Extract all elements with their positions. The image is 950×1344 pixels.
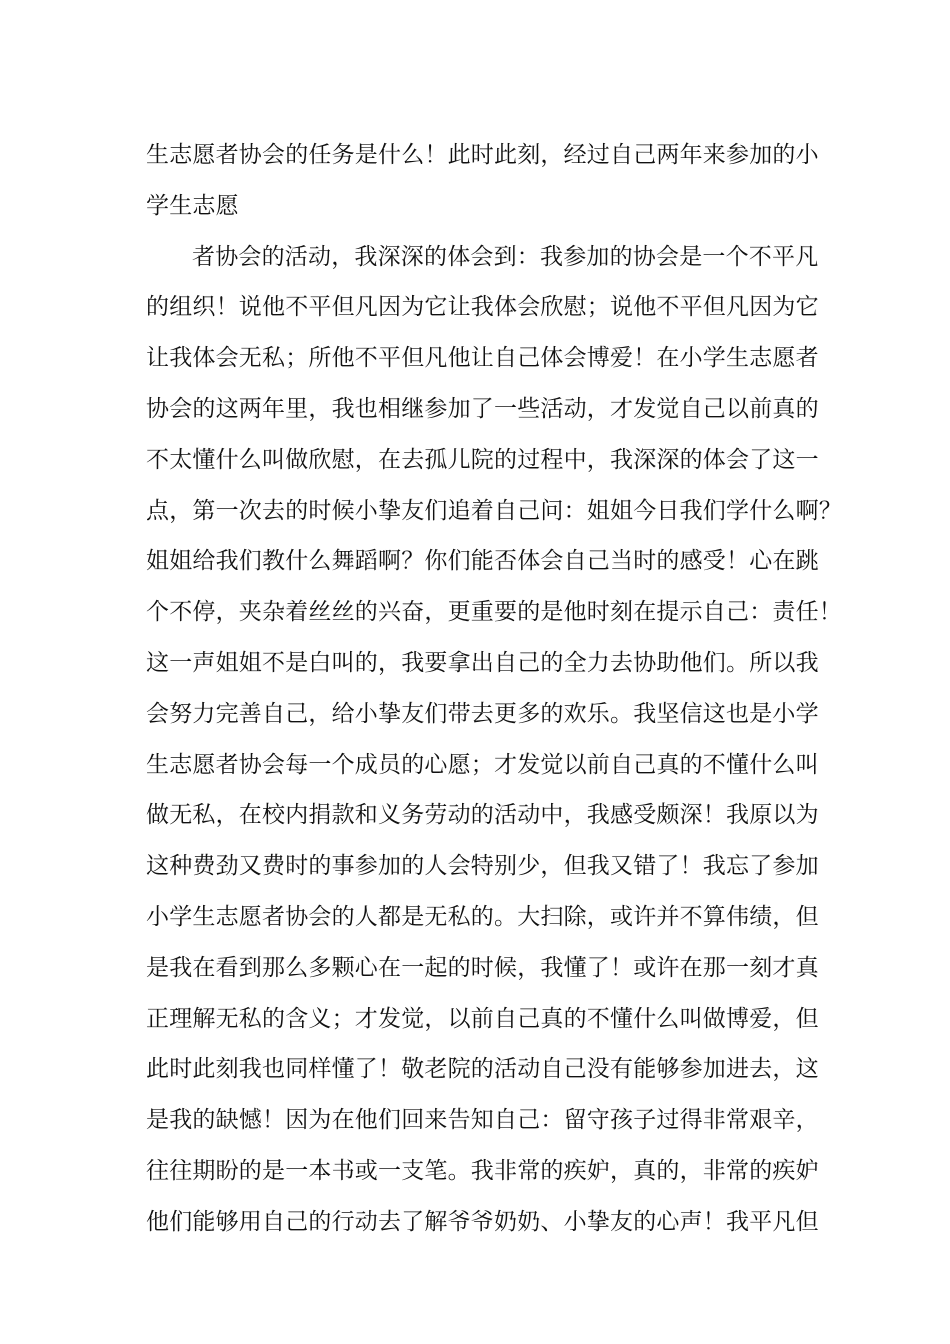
text-line: 是我在看到那么多颗心在一起的时候，我懂了！或许在那一刻才真 [146,954,819,981]
text-line: 生志愿者协会的任务是什么！此时此刻，经过自己两年来参加的小 [146,142,819,168]
text-line: 会努力完善自己，给小挚友们带去更多的欢乐。我坚信这也是小学 [146,700,819,727]
text-line: 学生志愿 [146,192,239,219]
text-line: 正理解无私的含义；才发觉，以前自己真的不懂什么叫做博爱，但 [146,1005,819,1032]
text-line: 这种费劲又费时的事参加的人会特别少，但我又错了！我忘了参加 [146,853,819,880]
text-line: 小学生志愿者协会的人都是无私的。大扫除，或许并不算伟绩，但 [146,903,819,930]
text-line: 做无私，在校内捐款和义务劳动的活动中，我感受颇深！我原以为 [146,802,819,829]
text-line: 个不停，夹杂着丝丝的兴奋，更重要的是他时刻在提示自己：责任！ [146,599,842,626]
text-line: 不太懂什么叫做欣慰，在去孤儿院的过程中，我深深的体会了这一 [146,446,819,473]
paragraph-first-line: 者协会的活动，我深深的体会到：我参加的协会是一个不平凡 [192,243,819,270]
text-line: 姐姐给我们教什么舞蹈啊？你们能否体会自己当时的感受！心在跳 [146,548,819,575]
text-line: 点，第一次去的时候小挚友们追着自己问：姐姐今日我们学什么啊？ [146,497,842,524]
text-line: 协会的这两年里，我也相继参加了一些活动，才发觉自己以前真的 [146,395,819,422]
text-line: 此时此刻我也同样懂了！敬老院的活动自己没有能够参加进去，这 [146,1056,819,1083]
text-line: 往往期盼的是一本书或一支笔。我非常的疾妒，真的，非常的疾妒 [146,1157,819,1184]
text-line: 他们能够用自己的行动去了解爷爷奶奶、小挚友的心声！我平凡但 [146,1208,819,1235]
body-text [146,130,842,1248]
text-line: 生志愿者协会每一个成员的心愿；才发觉以前自己真的不懂什么叫 [146,751,819,778]
text-line: 是我的缺憾！因为在他们回来告知自己：留守孩子过得非常艰辛， [146,1107,819,1134]
text-line: 让我体会无私；所他不平但凡他让自己体会博爱！在小学生志愿者 [146,345,819,372]
text-line: 这一声姐姐不是白叫的，我要拿出自己的全力去协助他们。所以我 [146,649,819,676]
text-line: 的组织！说他不平但凡因为它让我体会欣慰；说他不平但凡因为它 [146,294,819,321]
